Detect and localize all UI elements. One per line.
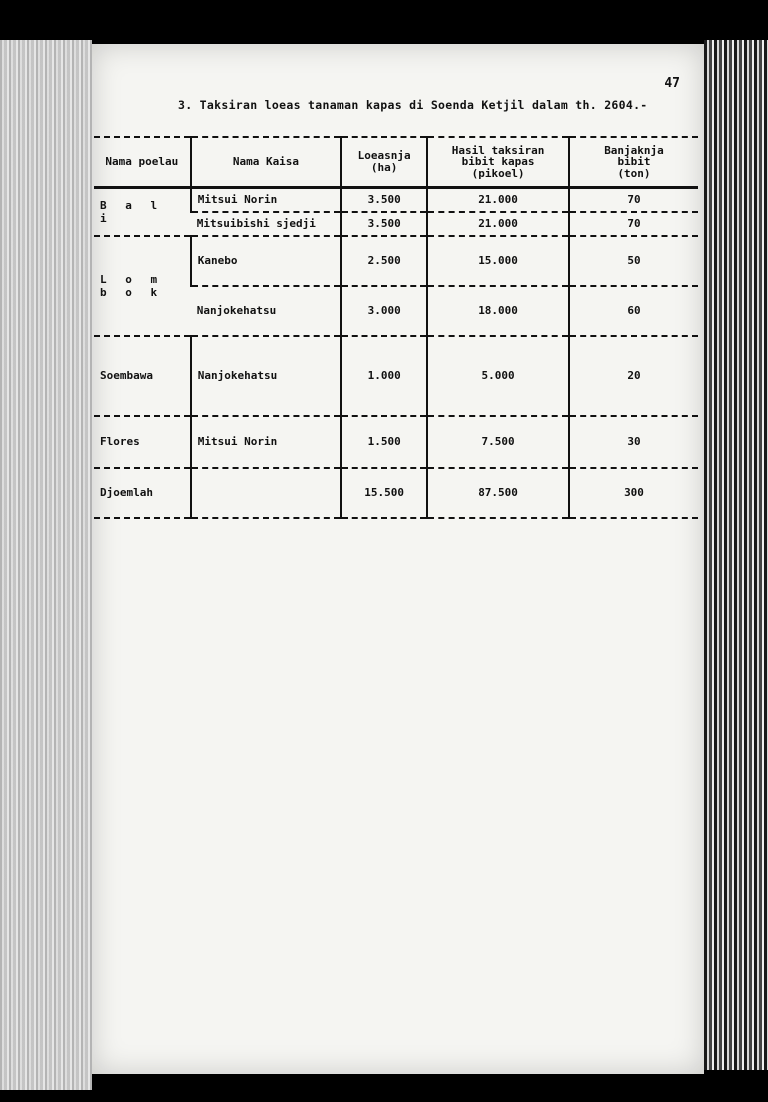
table-row <box>94 236 698 286</box>
header-area <box>341 137 427 188</box>
total-company-cell <box>191 468 341 518</box>
table-header-row <box>94 137 698 188</box>
seed-cell: 70 <box>569 212 698 236</box>
area-cell: 3.000 <box>341 286 427 336</box>
scan-right-edge <box>704 40 768 1070</box>
area-cell: 1.000 <box>341 336 427 416</box>
company-cell: Mitsuibishi sjedji <box>191 212 341 236</box>
table-row <box>94 336 698 416</box>
total-label: Djoemlah <box>94 468 191 518</box>
header-island: Nama poelau <box>94 137 191 188</box>
seed-cell: 20 <box>569 336 698 416</box>
header-seed <box>569 137 698 188</box>
header-yield-unit: (pikoel) <box>471 166 525 180</box>
island-cell: B a l i <box>94 188 191 236</box>
area-cell: 2.500 <box>341 236 427 286</box>
header-seed-unit: (ton) <box>617 166 651 180</box>
yield-cell: 15.000 <box>427 236 569 286</box>
yield-cell: 5.000 <box>427 336 569 416</box>
header-company: Nama Kaisa <box>191 137 341 188</box>
company-cell: Nanjokehatsu <box>191 336 341 416</box>
area-cell: 1.500 <box>341 416 427 468</box>
document-page <box>92 44 704 1074</box>
seed-cell: 30 <box>569 416 698 468</box>
header-area-line: Loeasnja <box>357 149 411 163</box>
seed-cell: 60 <box>569 286 698 336</box>
yield-cell: 21.000 <box>427 212 569 236</box>
island-cell: Soembawa <box>94 336 191 416</box>
seed-cell: 50 <box>569 236 698 286</box>
header-yield <box>427 137 569 188</box>
cotton-estimate-table <box>94 136 698 519</box>
company-cell: Mitsui Norin <box>191 188 341 212</box>
yield-cell: 7.500 <box>427 416 569 468</box>
company-cell: Mitsui Norin <box>191 416 341 468</box>
total-area: 15.500 <box>341 468 427 518</box>
total-seed: 300 <box>569 468 698 518</box>
page-title: 3. Taksiran loeas tanaman kapas di Soenda Ketjil dalam th. 2604.- <box>178 98 648 112</box>
island-cell: Flores <box>94 416 191 468</box>
total-yield: 87.500 <box>427 468 569 518</box>
area-cell: 3.500 <box>341 212 427 236</box>
header-seed-line: bibit <box>617 155 651 169</box>
header-yield-line: Hasil taksiran <box>451 143 545 157</box>
page-number: 47 <box>664 76 680 91</box>
table-row <box>94 416 698 468</box>
header-area-unit: (ha) <box>370 161 398 174</box>
table-row <box>94 188 698 212</box>
header-seed-line: Banjaknja <box>604 143 664 157</box>
company-cell: Kanebo <box>191 236 341 286</box>
header-yield-line: bibit kapas <box>461 155 535 169</box>
yield-cell: 18.000 <box>427 286 569 336</box>
yield-cell: 21.000 <box>427 188 569 212</box>
seed-cell: 70 <box>569 188 698 212</box>
table-total-row <box>94 468 698 518</box>
company-cell: Nanjokehatsu <box>191 286 341 336</box>
island-cell: L o m b o k <box>94 236 191 336</box>
scan-left-margin <box>0 40 92 1090</box>
area-cell: 3.500 <box>341 188 427 212</box>
